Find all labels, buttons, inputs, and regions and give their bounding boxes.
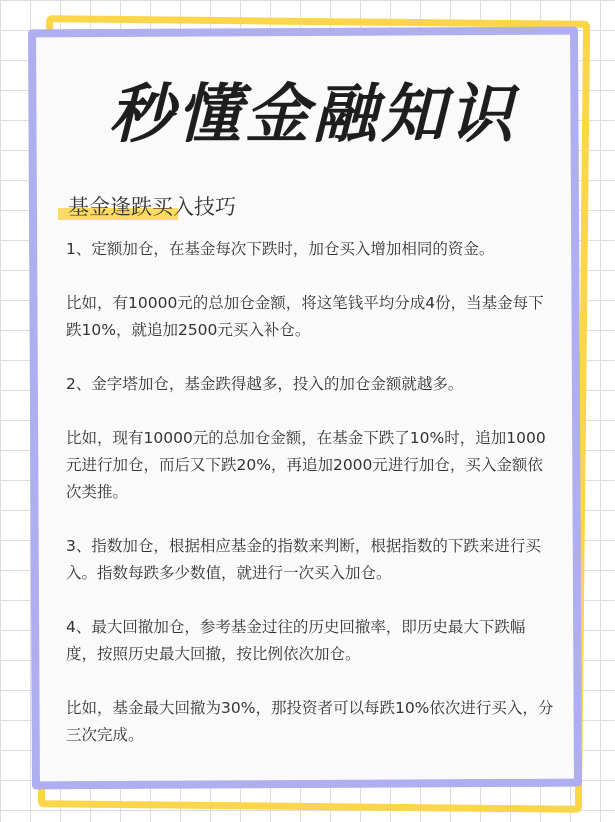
paragraph-7: 比如，基金最大回撤为30%，那投资者可以每跌10%依次进行买入，分三次完成。 [66, 699, 554, 744]
article [58, 60, 558, 776]
paragraph-list [66, 236, 556, 749]
paragraph-4: 比如，现有10000元的总加仓金额，在基金下跌了10%时，追加1000元进行加仓，而后又下跌20%，再追加2000元进行加仓，买入金额依次类推。 [66, 429, 546, 501]
paragraph-6: 4、最大回撤加仓，参考基金过往的历史回撤率，即历史最大下跌幅度，按照历史最大回撤，按比例依次加仓。 [66, 618, 526, 663]
page-title: 秒懂金融知识 [109, 78, 517, 152]
subtitle-block [58, 192, 236, 222]
section-subtitle: 基金逢跌买入技巧 [68, 195, 236, 219]
paragraph-2: 比如，有10000元的总加仓金额，将这笔钱平均分成4份，当基金每下跌10%，就追加2500元买入补仓。 [66, 294, 544, 339]
paragraph-3: 2、金字塔加仓，基金跌得越多，投入的加仓金额就越多。 [66, 375, 464, 393]
paragraph-1: 1、定额加仓，在基金每次下跌时，加仓买入增加相同的资金。 [66, 240, 495, 258]
paragraph-5: 3、指数加仓，根据相应基金的指数来判断，根据指数的下跌来进行买入。指数每跌多少数值，就进行一次买入加仓。 [66, 537, 541, 582]
